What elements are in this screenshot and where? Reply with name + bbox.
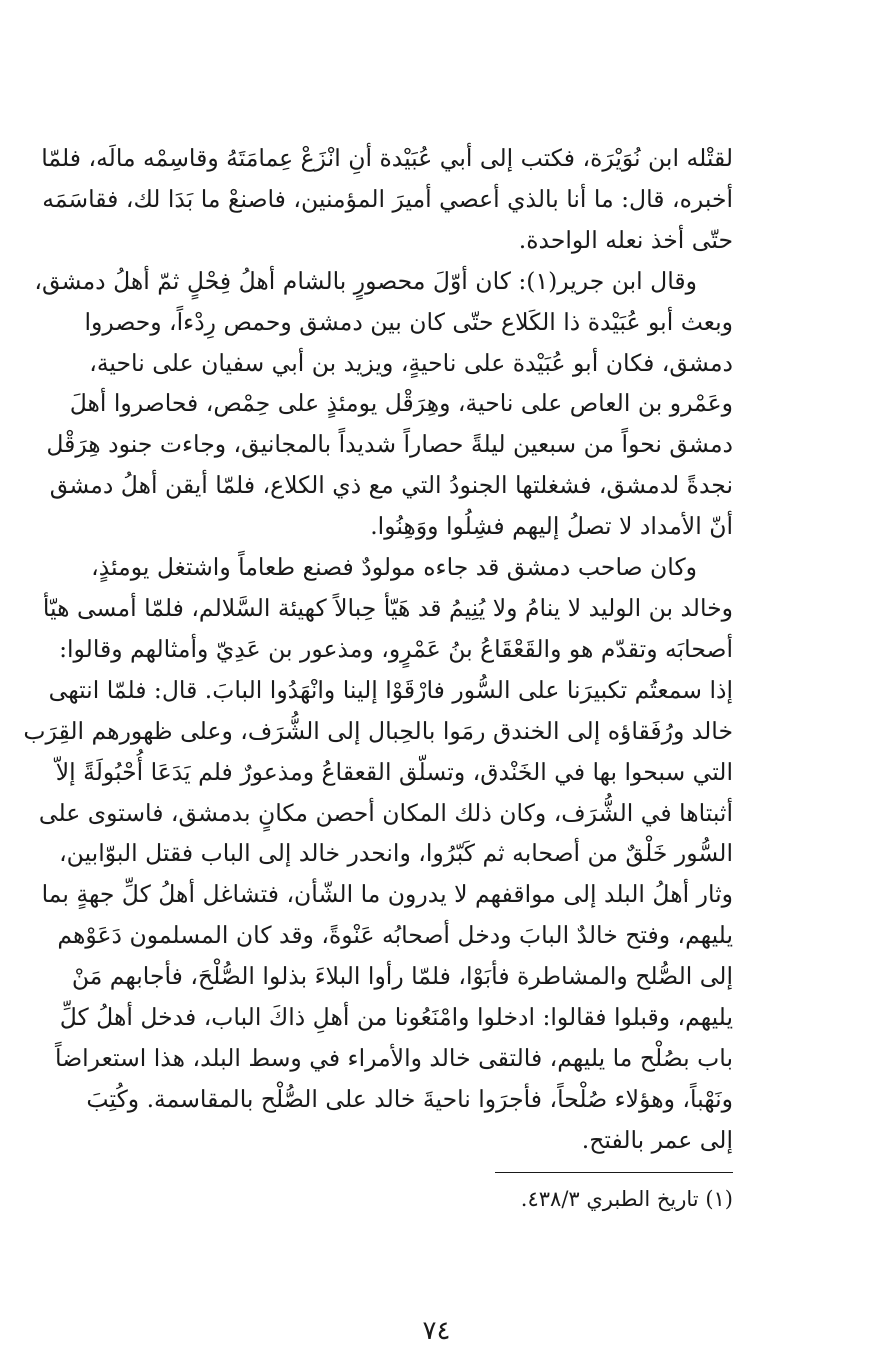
text-line: خالد ورُفَقاؤه إلى الخندق رمَوا بالحِبال إلى الشُّرَف، وعلى ظهورهم القِرَب <box>23 716 733 745</box>
text-line: أثبتاها في الشُّرَف، وكان ذلك المكان أحصن مكانٍ بدمشق، فاستوى على <box>38 798 733 827</box>
paragraph-3 <box>23 547 733 1161</box>
text-line: ونَهْباً، وهؤلاء صُلْحاً، فأجرَوا ناحيةَ خالد على الصُّلْح بالمقاسمة. وكُتِبَ <box>86 1084 733 1113</box>
text-line: دمشق نحواً من سبعين ليلةً حصاراً شديداً بالمجانيق، وجاءت جنود هِرَقْل <box>46 430 733 459</box>
text-line: وقال ابن جرير(١): كان أوّلَ محصورٍ بالشام أهلُ فِحْلٍ ثمّ أهلُ دمشق، <box>34 266 697 295</box>
text-line: باب بصُلْح ما يليهم، فالتقى خالد والأمراء في وسط البلد، هذا استعراضاً <box>55 1043 733 1072</box>
text-line: إذا سمعتُم تكبيرَنا على السُّور فارْقَوْا إلينا وانْهَدُوا البابَ. قال: فلمّا انتهى <box>48 675 733 704</box>
text-line: إلى الصُّلح والمشاطرة فأبَوْا، فلمّا رأوا البلاءَ بذلوا الصُّلْحَ، فأجابهم مَنْ <box>71 962 733 991</box>
text-line: التي سبحوا بها في الخَنْدق، وتسلّق القعقاعُ ومذعورٌ فلم يَدَعَا أُحْبُولَةً إلاّ <box>55 757 733 786</box>
footnote: (١) تاريخ الطبري ٤٣٨/٣. <box>520 1187 733 1211</box>
text-line: أصحابَه وتقدّم هو والقَعْقَاعُ بنُ عَمْرٍو، ومذعور بن عَدِيّ وأمثالهم وقالوا: <box>59 634 733 663</box>
text-line: دمشق، فكان أبو عُبَيْدة على ناحيةٍ، ويزيد بن أبي سفيان على ناحية، <box>89 348 733 377</box>
text-line: السُّور خَلْقٌ من أصحابه ثم كَبّرُوا، وانحدر خالد إلى الباب فقتل البوّابين، <box>59 839 733 868</box>
footnote-separator <box>495 1172 733 1173</box>
text-line: أخبره، قال: ما أنا بالذي أعصي أميرَ المؤمنين، فاصنعْ ما بَدَا لك، فقاسَمَه <box>42 184 733 213</box>
main-text <box>23 138 733 1161</box>
text-line: وخالد بن الوليد لا ينامُ ولا يُنِيمُ قد هَيّأ حِبالاً كهيئة السَّلالم، فلمّا أمسى هيّأ <box>42 593 733 622</box>
text-line: نجدةً لدمشق، فشغلتها الجنودُ التي مع ذي الكلاع، فلمّا أيقن أهلُ دمشق <box>49 471 733 500</box>
text-line: يليهم، وفتح خالدٌ البابَ ودخل أصحابُه عَنْوةً، وقد كان المسلمون دَعَوْهم <box>57 921 733 950</box>
text-line: وبعث أبو عُبَيْدة ذا الكَلاع حتّى كان بين دمشق وحمص رِدْءاً، وحصروا <box>84 307 733 336</box>
paragraph-1 <box>41 138 733 261</box>
text-line: لقتْله ابن نُوَيْرَة، فكتب إلى أبي عُبَيْدة أنِ انْزَعْ عِمامَتَهُ وقاسِمْه مالَه، فلمّا <box>41 144 733 172</box>
paragraph-2 <box>34 261 733 547</box>
text-line: إلى عمر بالفتح. <box>581 1125 733 1154</box>
text-line: وكان صاحب دمشق قد جاءه مولودٌ فصنع طعاماً واشتغل يومئذٍ، <box>91 553 697 582</box>
page-number: ٧٤ <box>422 1316 451 1346</box>
text-line: وثار أهلُ البلد إلى مواقفهم لا يدرون ما الشّأن، فتشاغل أهلُ كلِّ جهةٍ بما <box>41 880 733 909</box>
text-line: يليهم، وقبلوا فقالوا: ادخلوا وامْنَعُونا من أهلِ ذاكَ الباب، فدخل أهلُ كلِّ <box>59 1003 733 1032</box>
text-line: وعَمْرو بن العاص على ناحية، وهِرَقْل يومئذٍ على حِمْص، فحاصروا أهلَ <box>69 389 733 418</box>
text-line: حتّى أخذ نعله الواحدة. <box>518 225 733 254</box>
text-line: أنّ الأمداد لا تصلُ إليهم فشِلُوا ووَهِنُوا. <box>370 512 733 541</box>
